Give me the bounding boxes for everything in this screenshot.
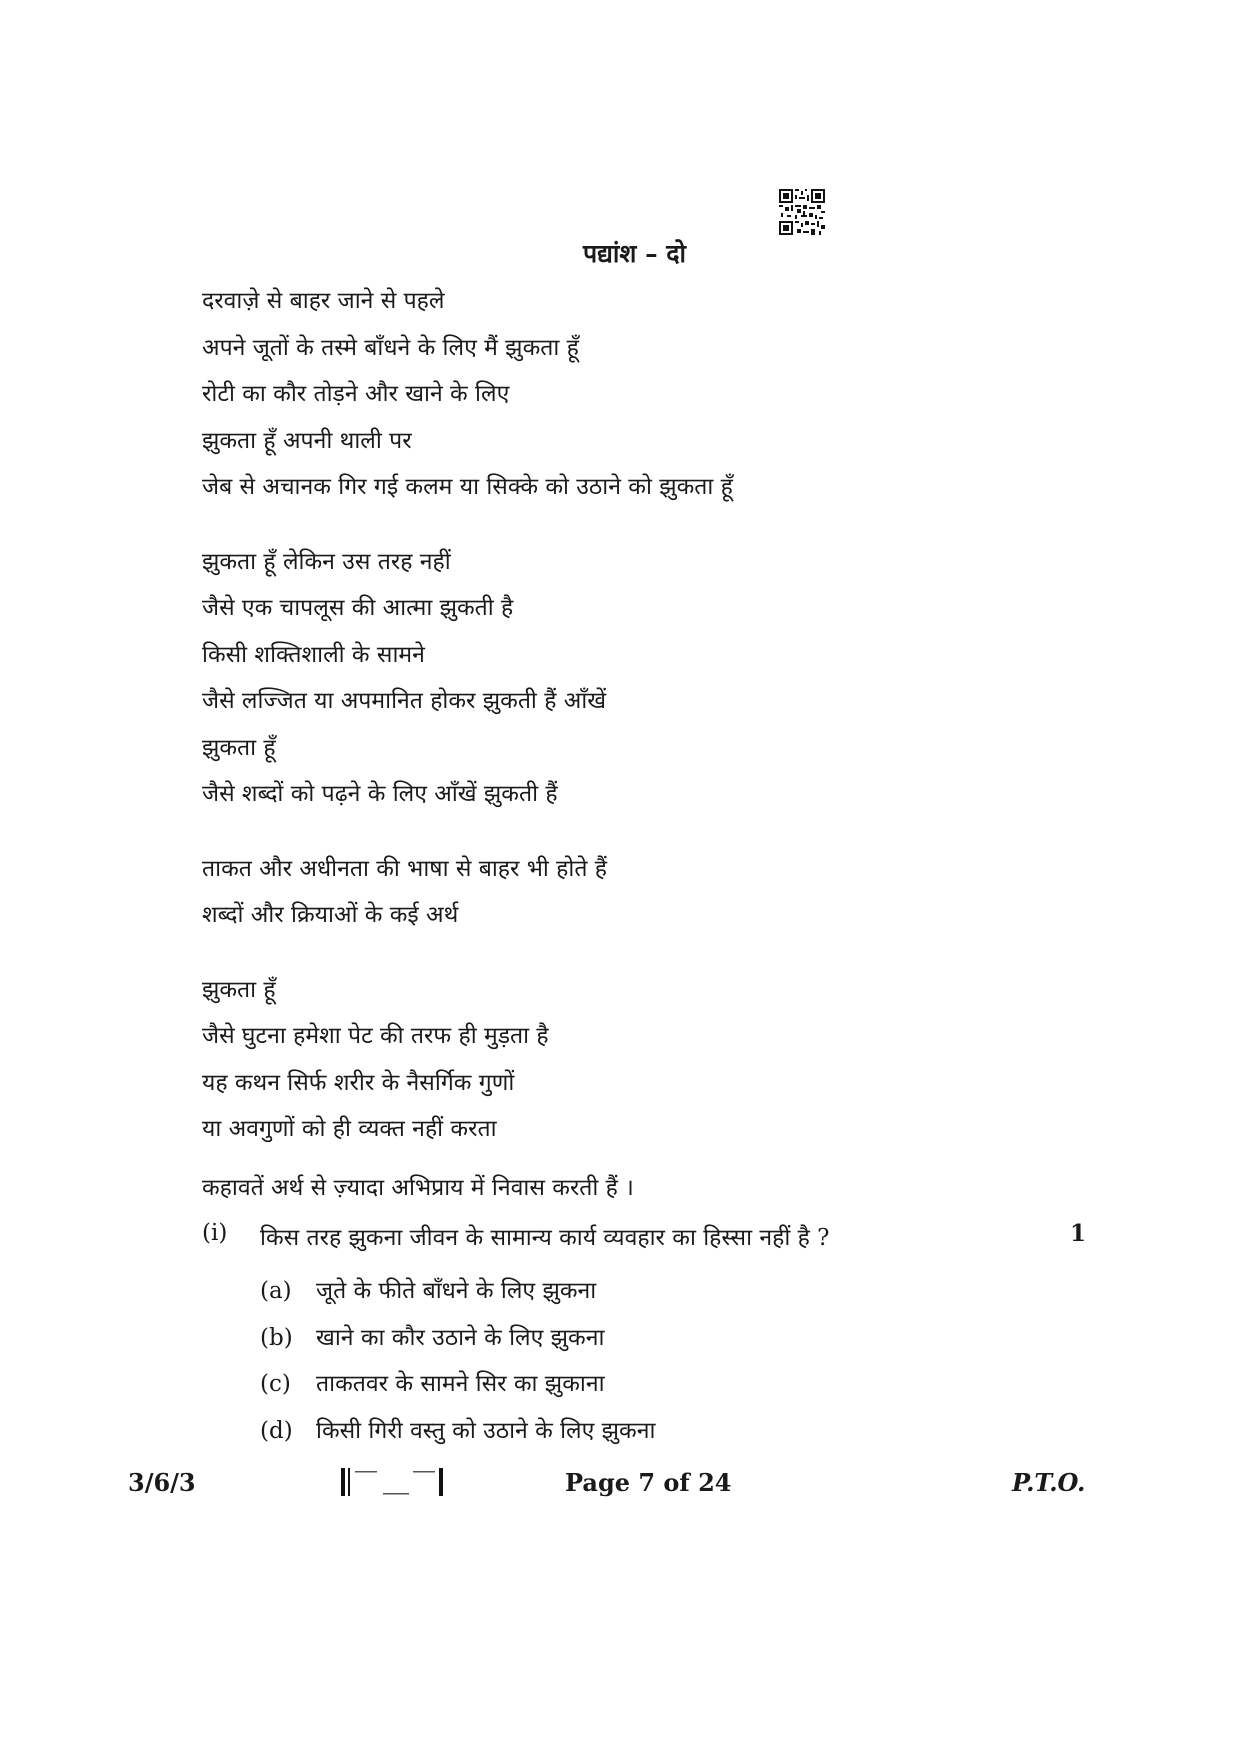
poem bbox=[202, 278, 1102, 1153]
paper-code: 3/6/3 bbox=[128, 1468, 196, 1497]
stanza-gap bbox=[202, 818, 1102, 846]
poem-line: जैसे घुटना हमेशा पेट की तरफ ही मुड़ता है bbox=[202, 1023, 549, 1049]
poem-line: जैसे एक चापलूस की आत्मा झुकती है bbox=[202, 595, 514, 621]
question-number: (i) bbox=[202, 1220, 228, 1246]
poem-line: यह कथन सिर्फ शरीर के नैसर्गिक गुणों bbox=[202, 1069, 515, 1096]
poem-line: दरवाज़े से बाहर जाने से पहले bbox=[202, 288, 445, 314]
poem-line: झुकता हूँ bbox=[202, 734, 276, 761]
stanza-gap bbox=[202, 939, 1102, 967]
poem-line: झुकता हूँ अपनी थाली पर bbox=[202, 427, 412, 454]
poem-closing-line: कहावतें अर्थ से ज़्यादा अभिप्राय में निवास करती हैं । bbox=[202, 1175, 634, 1201]
poem-line: रोटी का कौर तोड़ने और खाने के लिए bbox=[202, 381, 510, 407]
poem-line: जैसे शब्दों को पढ़ने के लिए आँखें झुकती हैं bbox=[202, 781, 558, 807]
page-number: Page 7 of 24 bbox=[565, 1468, 732, 1497]
poem-line: या अवगुणों को ही व्यक्त नहीं करता bbox=[202, 1116, 497, 1142]
poem-line: जैसे लज्जित या अपमानित होकर झुकती हैं आँखें bbox=[202, 688, 607, 714]
option-text: किसी गिरी वस्तु को उठाने के लिए झुकना bbox=[316, 1417, 656, 1444]
pto-label: P.T.O. bbox=[1012, 1468, 1086, 1497]
qr-code-icon bbox=[779, 189, 825, 235]
option-label: (b) bbox=[260, 1324, 293, 1351]
poem-line: झुकता हूँ लेकिन उस तरह नहीं bbox=[202, 548, 451, 575]
poem-line: ताकत और अधीनता की भाषा से बाहर भी होते हैं bbox=[202, 855, 607, 882]
poem-line: अपने जूतों के तस्मे बाँधने के लिए मैं झुकता हूँ bbox=[202, 334, 579, 361]
poem-line: किसी शक्तिशाली के सामने bbox=[202, 641, 425, 668]
poem-line: जेब से अचानक गिर गई कलम या सिक्के को उठाने को झुकता हूँ bbox=[202, 474, 733, 500]
option-text: जूते के फीते बाँधने के लिए झुकना bbox=[316, 1278, 597, 1304]
option-text: ताकतवर के सामने सिर का झुकाना bbox=[316, 1371, 605, 1397]
poem-line: झुकता हूँ bbox=[202, 976, 276, 1003]
option-label: (d) bbox=[260, 1417, 293, 1444]
option-label: (a) bbox=[260, 1278, 292, 1304]
question-text: किस तरह झुकना जीवन के सामान्य कार्य व्यवहार का हिस्सा नहीं है ? bbox=[260, 1225, 830, 1251]
question-marks: 1 bbox=[1070, 1220, 1087, 1247]
section-title: पद्यांश – दो bbox=[582, 239, 687, 268]
barcode-icon bbox=[337, 1466, 447, 1498]
poem-line: शब्दों और क्रियाओं के कई अर्थ bbox=[202, 902, 459, 928]
option-text: खाने का कौर उठाने के लिए झुकना bbox=[316, 1324, 605, 1351]
option-label: (c) bbox=[260, 1371, 291, 1397]
stanza-gap bbox=[202, 511, 1102, 539]
